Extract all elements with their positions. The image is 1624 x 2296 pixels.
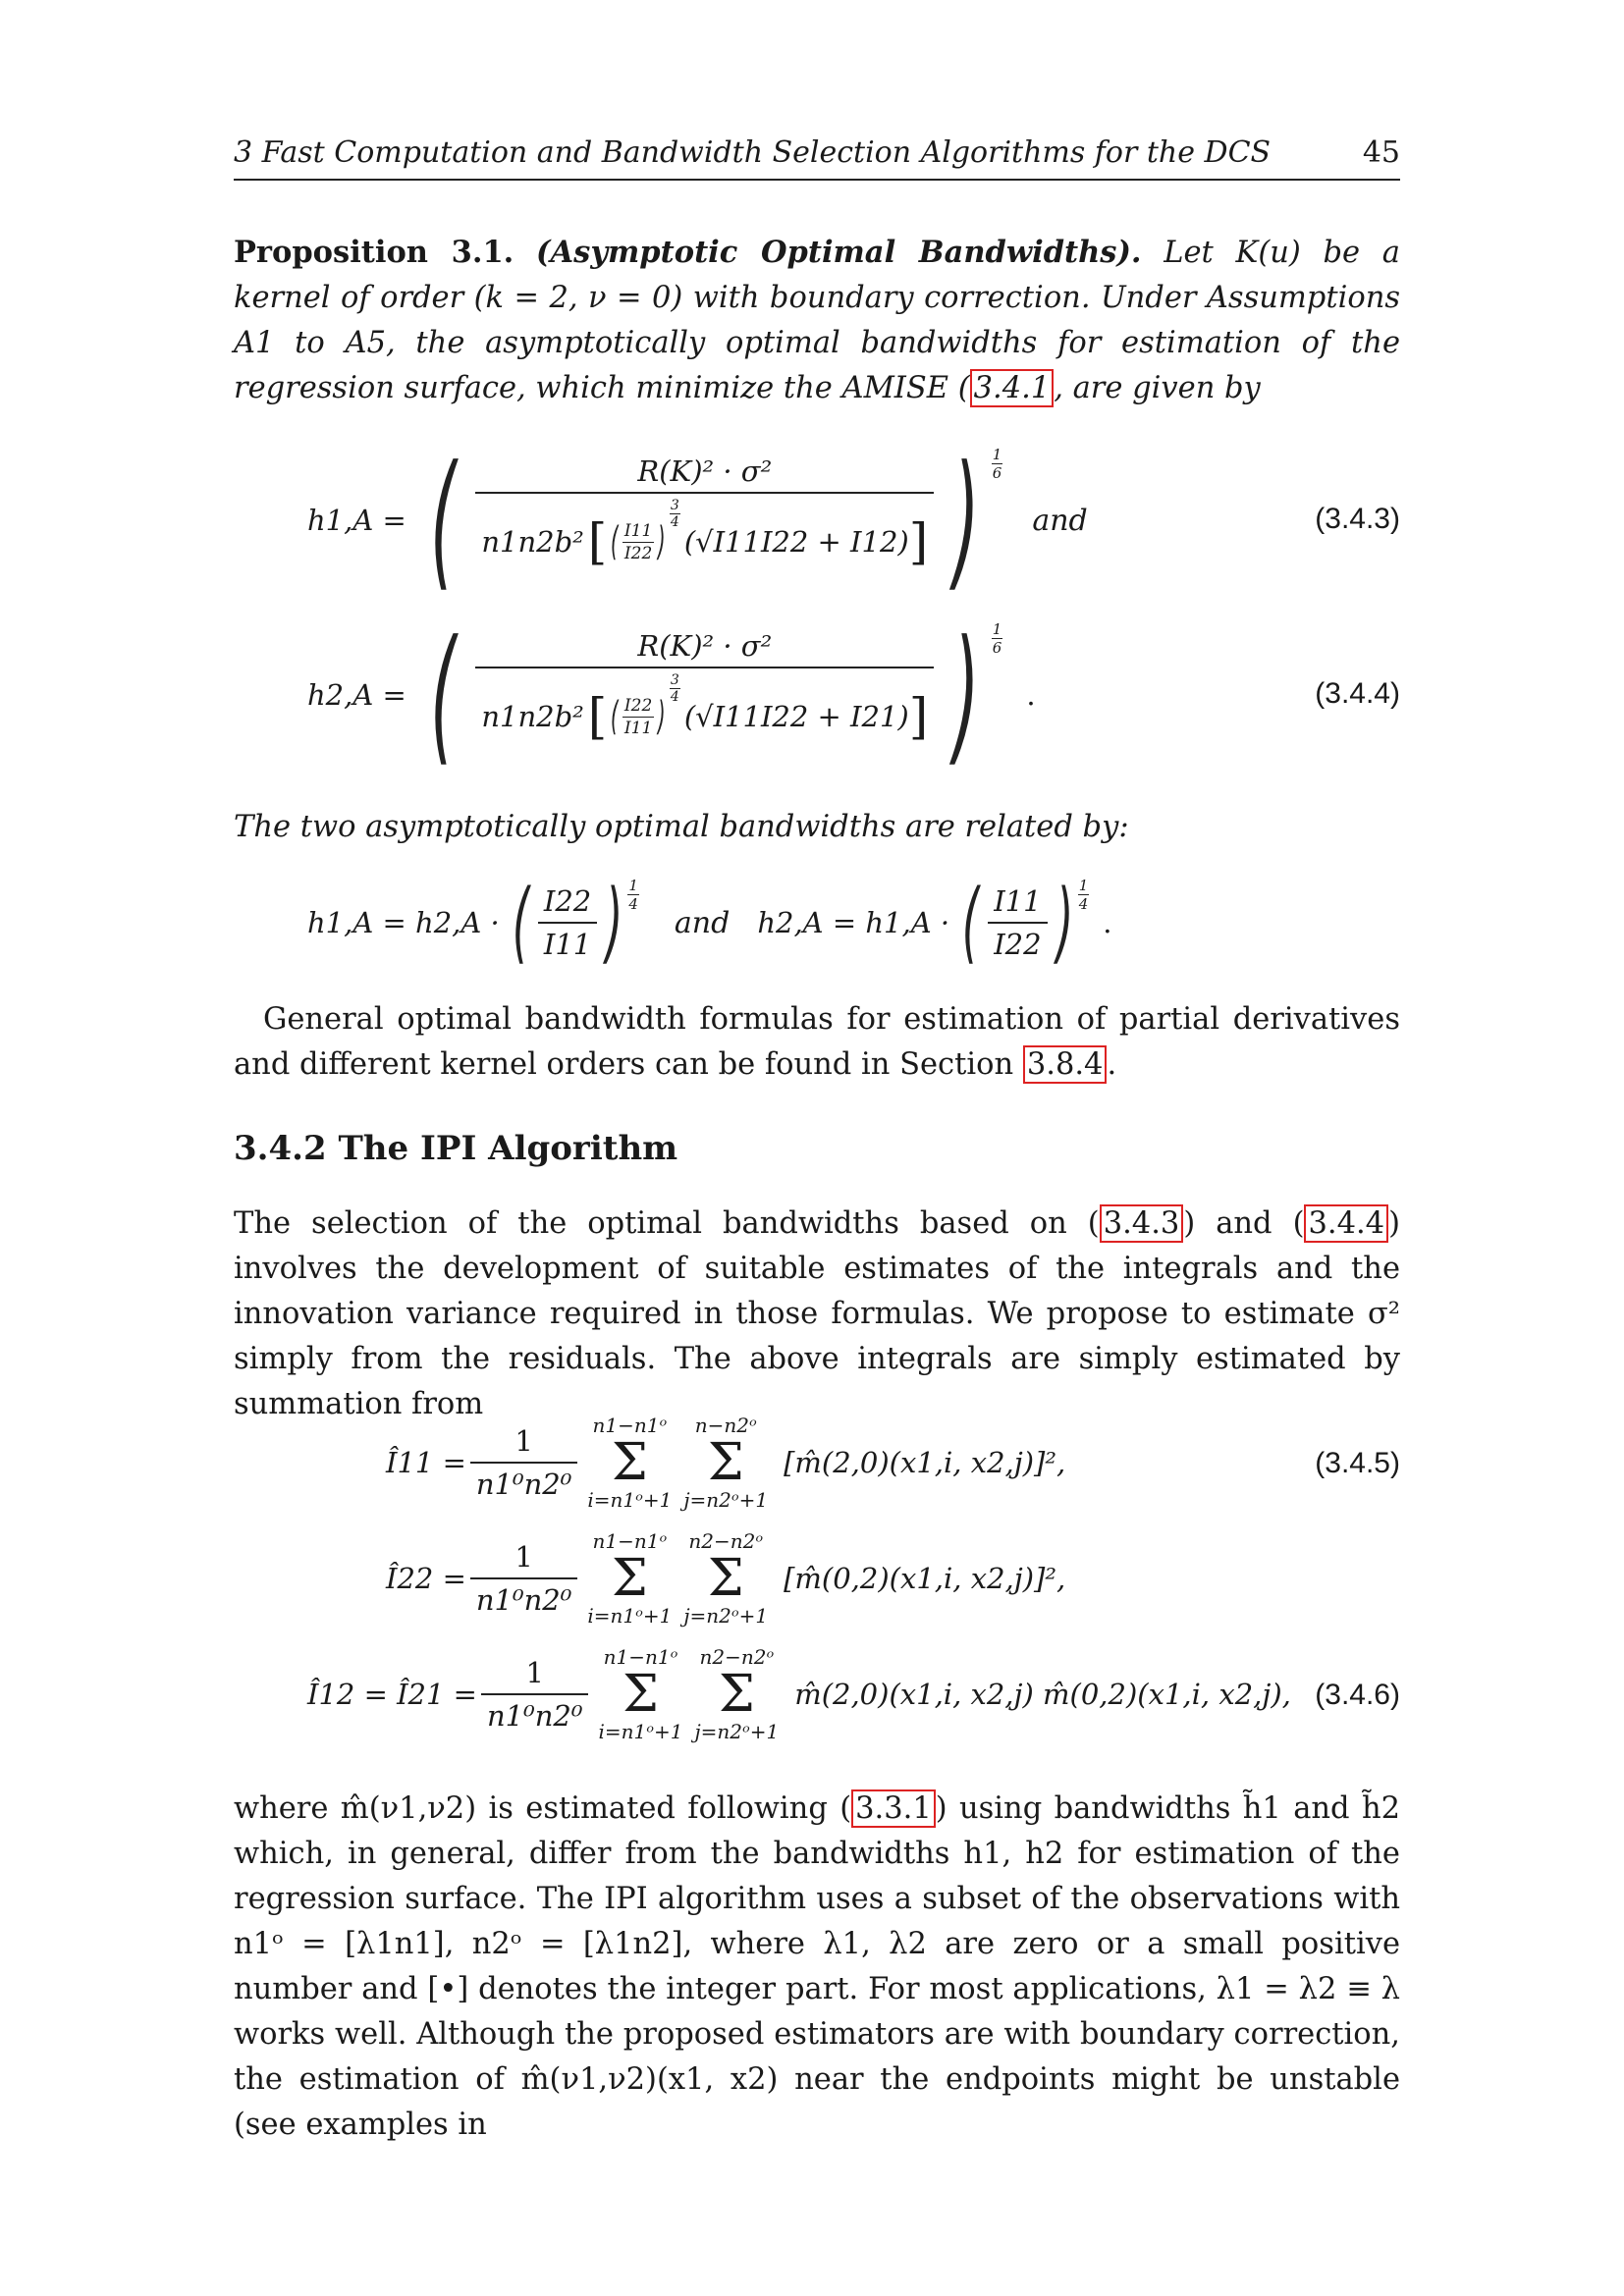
- proposition-text-4: , are given by: [1054, 371, 1261, 405]
- proposition-text-3: with boundary correction. Under Assumptions A1 to A5, the asymptotically optimal bandwidths for estimation of the regression surface, which minimize the AMISE: [234, 281, 1400, 405]
- eq345-den: n1⁰n2⁰: [470, 1462, 578, 1501]
- eq343-and: and: [1032, 503, 1088, 538]
- eq345-lhs: Î11 =: [386, 1446, 466, 1479]
- eq343-lhs: h1,A =: [307, 504, 406, 537]
- rel-exp1-den: 4: [628, 895, 638, 913]
- ipi-text-1: The selection of the optimal bandwidths based on (: [234, 1206, 1100, 1241]
- relation-text: The two asymptotically optimal bandwidths are related by:: [234, 810, 1129, 844]
- where-paragraph: [234, 1787, 1400, 2148]
- eq343-inner-exp-num: 3: [670, 498, 679, 513]
- ref-3-8-4[interactable]: 3.8.4: [1023, 1045, 1108, 1084]
- eq343-den-post: (√I11I22 + I12): [683, 525, 909, 559]
- eq343-outer-exp-num: 1: [992, 446, 1002, 463]
- ref-3-4-3[interactable]: 3.4.3: [1100, 1204, 1184, 1243]
- eqi22-sum1-top: n1−n1ᵒ: [592, 1529, 668, 1553]
- eq345-sum1-bot: i=n1ᵒ+1: [587, 1488, 673, 1512]
- eq-number-3-4-4: (3.4.4): [1315, 677, 1400, 710]
- eq346-one: 1: [525, 1656, 544, 1689]
- eq345-body: [m̂(2,0)(x1,i, x2,j)]²,: [784, 1446, 1066, 1479]
- header-title: 3 Fast Computation and Bandwidth Selection Algorithms for the DCS: [234, 135, 1272, 170]
- eq345-one: 1: [514, 1424, 533, 1458]
- general-paragraph: [234, 997, 1400, 1088]
- eq346-sum1-top: n1−n1ᵒ: [603, 1645, 678, 1669]
- eq343-den-pre: n1n2b²: [481, 525, 584, 559]
- ipi-paragraph: [234, 1201, 1400, 1427]
- kernel-symbol: K(u): [1235, 236, 1301, 270]
- equation-3-4-5: Î11 = $\frac{1}{\text{n1⁰n2⁰}}$ n1−n1ᵒ Σ i=n1ᵒ+1 n−n2ᵒ Σ j=n2ᵒ+1 [m̂(2,0)(x1,i, x2,j)]², (3.4.5): [386, 1414, 1400, 1512]
- rel-f2-num: I11: [994, 884, 1042, 918]
- running-header: [234, 133, 1400, 181]
- ipi-text-3: ) involves the development of suitable estimates of the integrals and the innovation variance required in those formulas. We propose to estimate σ² simply from the residuals. The above integrals are simply estimated by summation from: [234, 1206, 1400, 1421]
- equation-i22: Î22 = $\frac{1}{\text{n1⁰n2⁰}}$ n1−n1ᵒ Σ i=n1ᵒ+1 n2−n2ᵒ Σ j=n2ᵒ+1 [m̂(0,2)(x1,i, x2,j)]²,: [386, 1529, 1066, 1628]
- equation-3-4-3: h1,A = ( R(K)² · σ² n1n2b² [ ( $\frac{I11}{I22}$ ) $\frac{3}{4}$ (√I11I22 + I12) ] ) $\frac{1}{6}$ and (3.4.3): [307, 435, 1400, 606]
- eq346-den: n1⁰n2⁰: [481, 1693, 589, 1733]
- eq-number-3-4-5: (3.4.5): [1315, 1447, 1400, 1479]
- eq344-inner-exp-den: 4: [670, 689, 679, 705]
- eq-number-3-4-3: (3.4.3): [1315, 503, 1400, 535]
- rel-exp1-num: 1: [628, 877, 638, 894]
- eqi22-sum1-bot: i=n1ᵒ+1: [587, 1604, 673, 1628]
- eq343-outer-exp-den: 6: [992, 464, 1002, 482]
- eqi22-sum2-bot: j=n2ᵒ+1: [683, 1604, 769, 1628]
- eq344-outer-exp-num: 1: [992, 620, 1002, 638]
- eq344-inner-exp-num: 3: [670, 672, 679, 688]
- eqi22-body: [m̂(0,2)(x1,i, x2,j)]²,: [784, 1562, 1066, 1595]
- proposition-text-2: be a kernel of order: [234, 236, 1400, 315]
- eqi22-lhs: Î22 =: [386, 1562, 466, 1595]
- rel-lhs2: h2,A = h1,A ·: [757, 906, 950, 939]
- rel-exp2-num: 1: [1078, 877, 1089, 894]
- where-text-2: ) using bandwidths h̃1 and h̃2 which, in general, differ from the bandwidths h1, h2 for estimation of the regression surface. The IPI algorithm uses a subset of the observations with n1ᵒ = [λ1n1], n2ᵒ = [λ1n2], where λ1, λ2 are zero or a small positive number and [•] denotes the integer part. For most applications, λ1 = λ2 ≡ λ works well. Although the proposed estimators are with boundary correction, the estimation of m̂(ν1,ν2)(x1, x2) near the endpoints might be unstable (see examples in: [234, 1791, 1400, 2142]
- equation-3-4-6: Î12 = Î21 = $\frac{1}{\text{n1⁰n2⁰}}$ n1−n1ᵒ Σ i=n1ᵒ+1 n2−n2ᵒ Σ j=n2ᵒ+1 m̂(2,0)(x1,i, x2,j) m̂(0,2)(x1,i, x2,j), (3.4.6): [307, 1645, 1400, 1743]
- proposition-text-1: Let: [1164, 236, 1214, 270]
- eq344-numerator: R(K)² · σ²: [637, 629, 773, 663]
- eq344-period: .: [1026, 678, 1036, 712]
- eq344-lhs: h2,A =: [307, 678, 406, 712]
- rel-exp2-den: 4: [1078, 895, 1089, 913]
- proposition-label: Proposition 3.1.: [234, 235, 514, 270]
- eq343-ratio-num: I11: [623, 520, 653, 541]
- equation-3-4-4: h2,A = ( R(K)² · σ² n1n2b² [ ( $\frac{I22}{I11}$ ) $\frac{3}{4}$ (√I11I22 + I21) ] ) $\frac{1}{6}$ . (3.4.4): [307, 610, 1400, 780]
- eq346-sum2-top: n2−n2ᵒ: [699, 1645, 775, 1669]
- rel-lhs1: h1,A = h2,A ·: [307, 906, 500, 939]
- eq346-body: m̂(2,0)(x1,i, x2,j) m̂(0,2)(x1,i, x2,j),: [794, 1678, 1291, 1711]
- rel-period: .: [1103, 906, 1112, 939]
- proposition-paragraph: Proposition 3.1. (Asymptotic Optimal Bandwidths). Let K(u) be a kernel of order (k = 2, ν = 0) with boundary correction. Under Assumptions A1 to A5, the asymptotically optimal bandwidths for estimation of the regression surface, which minimize the AMISE ( 3.4.1 , are given by: [234, 235, 1400, 405]
- ref-3-4-1[interactable]: 3.4.1: [970, 369, 1055, 407]
- rel-f2-den: I22: [988, 922, 1047, 961]
- eqi22-den: n1⁰n2⁰: [470, 1577, 578, 1617]
- rel-f1-den: I11: [538, 922, 597, 961]
- eq344-ratio-num: I22: [623, 695, 653, 716]
- eq346-sum2-bot: j=n2ᵒ+1: [694, 1720, 780, 1743]
- eq343-fraction: R(K)² · σ² n1n2b² [ ( $\frac{I11}{I22}$ ) $\frac{3}{4}$ (√I11I22 + I12) ]: [475, 454, 934, 586]
- eq344-ratio-den: I11: [623, 718, 653, 738]
- eq343-numerator: R(K)² · σ²: [637, 454, 773, 488]
- eq344-den-pre: n1n2b²: [481, 700, 584, 733]
- eq343-inner-exp-den: 4: [670, 514, 679, 530]
- where-text-1: where m̂(ν1,ν2) is estimated following (: [234, 1791, 852, 1826]
- page-number: 45: [1362, 135, 1400, 170]
- section-heading: 3.4.2 The IPI Algorithm: [234, 1129, 678, 1168]
- eq345-sum2-bot: j=n2ᵒ+1: [683, 1488, 769, 1512]
- eq345-sum1-top: n1−n1ᵒ: [592, 1414, 668, 1437]
- general-text: General optimal bandwidth formulas for estimation of partial derivatives and different kernel orders can be found in Section: [234, 1002, 1400, 1082]
- eq346-sum1-bot: i=n1ᵒ+1: [598, 1720, 683, 1743]
- general-end: .: [1107, 1047, 1117, 1082]
- ipi-text-2: ) and (: [1183, 1206, 1305, 1241]
- eq346-lhs: Î12 = Î21 =: [307, 1678, 477, 1711]
- eq344-outer-exp-den: 6: [992, 639, 1002, 657]
- relation-equation: h1,A = h2,A · ( $\frac{I22}{I11}$ ) $\frac{1}{4}$ and h2,A = h1,A · ( $\frac{I11}{I22}$ ) $\frac{1}{4}$ .: [307, 871, 1112, 974]
- ref-3-4-4[interactable]: 3.4.4: [1304, 1204, 1388, 1243]
- eqi22-one: 1: [514, 1540, 533, 1574]
- rel-f1-num: I22: [543, 884, 592, 918]
- kernel-order: (k = 2, ν = 0): [473, 281, 683, 315]
- eq-number-3-4-6: (3.4.6): [1315, 1679, 1400, 1711]
- eqi22-sum2-top: n2−n2ᵒ: [688, 1529, 764, 1553]
- rel-and: and: [674, 905, 731, 940]
- proposition-name: (Asymptotic Optimal Bandwidths).: [536, 235, 1142, 270]
- eq344-fraction: R(K)² · σ² n1n2b² [ ( $\frac{I22}{I11}$ ) $\frac{3}{4}$ (√I11I22 + I21) ]: [475, 629, 934, 761]
- ref-3-3-1[interactable]: 3.3.1: [851, 1789, 936, 1828]
- eq345-sum2-top: n−n2ᵒ: [694, 1414, 757, 1437]
- eq344-den-post: (√I11I22 + I21): [683, 700, 909, 733]
- eq343-ratio-den: I22: [623, 543, 653, 563]
